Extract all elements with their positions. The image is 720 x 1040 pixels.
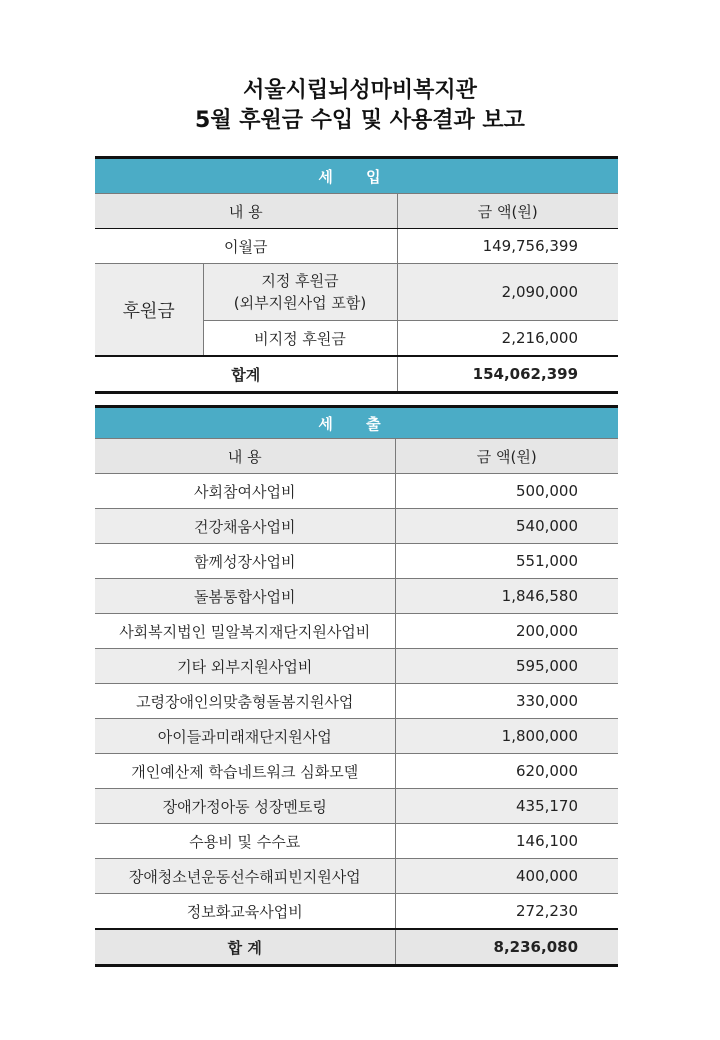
table-row	[95, 684, 618, 719]
expense-item-amount: 551,000	[395, 544, 618, 579]
income-header-amount: 금 액(원)	[397, 194, 618, 229]
expense-item-label: 장애청소년운동선수해피빈지원사업	[95, 859, 395, 894]
title-line-2: 5월 후원금 수입 및 사용결과 보고	[195, 108, 525, 133]
expense-item-label: 장애가정아동 성장멘토링	[95, 789, 395, 824]
expense-item-amount: 500,000	[395, 474, 618, 509]
income-total-row	[95, 356, 618, 393]
expense-item-label: 건강채움사업비	[95, 509, 395, 544]
expense-section-header	[95, 407, 618, 439]
expense-item-label: 사회복지법인 밀알복지재단지원사업비	[95, 614, 395, 649]
table-row	[95, 824, 618, 859]
table-row	[95, 509, 618, 544]
income-table	[95, 156, 618, 394]
carryover-amount: 149,756,399	[397, 229, 618, 264]
expense-item-amount: 595,000	[395, 649, 618, 684]
table-row	[95, 649, 618, 684]
expense-item-label: 사회참여사업비	[95, 474, 395, 509]
undesignated-label: 비지정 후원금	[203, 321, 397, 357]
expense-section-label: 세 출	[95, 407, 618, 439]
expense-header-content: 내 용	[95, 439, 395, 474]
designated-label-line1: 지정 후원금	[261, 272, 339, 290]
table-row	[95, 579, 618, 614]
report-title	[0, 76, 720, 136]
income-row-designated	[95, 264, 618, 321]
expense-total-amount: 8,236,080	[395, 929, 618, 966]
expense-item-amount: 1,800,000	[395, 719, 618, 754]
income-column-header	[95, 194, 618, 229]
expense-item-label: 함께성장사업비	[95, 544, 395, 579]
income-section-header	[95, 158, 618, 194]
expense-item-label: 정보화교육사업비	[95, 894, 395, 930]
title-line-1: 서울시립뇌성마비복지관	[243, 78, 477, 103]
expense-item-amount: 1,846,580	[395, 579, 618, 614]
expense-item-label: 기타 외부지원사업비	[95, 649, 395, 684]
expense-item-amount: 540,000	[395, 509, 618, 544]
expense-item-amount: 330,000	[395, 684, 618, 719]
expense-item-amount: 200,000	[395, 614, 618, 649]
table-row	[95, 894, 618, 930]
income-section-label: 세 입	[95, 158, 618, 194]
expense-item-label: 수용비 및 수수료	[95, 824, 395, 859]
table-row	[95, 474, 618, 509]
carryover-label: 이월금	[95, 229, 397, 264]
designated-amount: 2,090,000	[397, 264, 618, 321]
income-row-carryover	[95, 229, 618, 264]
expense-item-amount: 620,000	[395, 754, 618, 789]
designated-label-line2: (외부지원사업 포함)	[233, 294, 367, 312]
table-row	[95, 614, 618, 649]
table-row	[95, 719, 618, 754]
income-header-content: 내 용	[95, 194, 397, 229]
income-total-label: 합계	[95, 356, 397, 393]
expense-item-label: 돌봄통합사업비	[95, 579, 395, 614]
expense-column-header	[95, 439, 618, 474]
expense-item-amount: 400,000	[395, 859, 618, 894]
expense-header-amount: 금 액(원)	[395, 439, 618, 474]
expense-item-label: 고령장애인의맞춤형돌봄지원사업	[95, 684, 395, 719]
donation-group-label: 후원금	[95, 264, 203, 357]
expense-table	[95, 405, 618, 967]
table-row	[95, 544, 618, 579]
expense-item-amount: 272,230	[395, 894, 618, 930]
table-row	[95, 754, 618, 789]
designated-label	[203, 264, 397, 321]
expense-item-label: 개인예산제 학습네트워크 심화모델	[95, 754, 395, 789]
income-total-amount: 154,062,399	[397, 356, 618, 393]
expense-total-label: 합 계	[95, 929, 395, 966]
table-row	[95, 789, 618, 824]
expense-item-amount: 146,100	[395, 824, 618, 859]
undesignated-amount: 2,216,000	[397, 321, 618, 357]
table-row	[95, 859, 618, 894]
expense-total-row	[95, 929, 618, 966]
expense-item-label: 아이들과미래재단지원사업	[95, 719, 395, 754]
expense-item-amount: 435,170	[395, 789, 618, 824]
